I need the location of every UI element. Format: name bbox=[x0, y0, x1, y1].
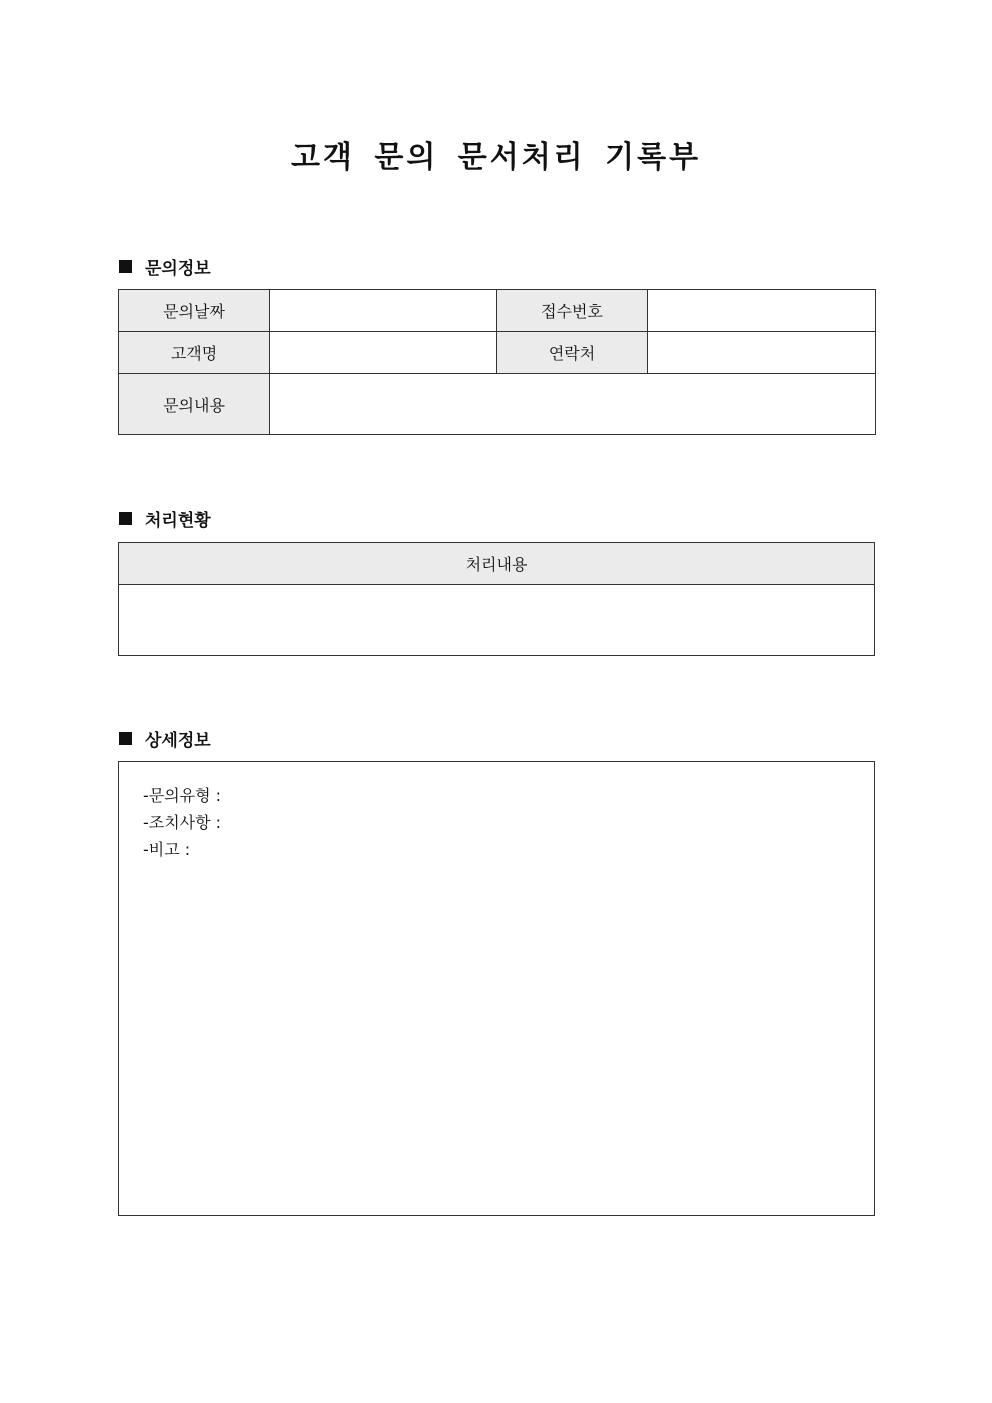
bullet-square-icon bbox=[119, 512, 132, 525]
receipt-number-field[interactable] bbox=[648, 290, 876, 332]
processing-content-header: 처리내용 bbox=[119, 543, 875, 585]
details-box[interactable] bbox=[118, 761, 875, 1216]
section-heading-details bbox=[119, 726, 211, 751]
detail-line-actions: -조치사항 : bbox=[143, 813, 222, 832]
inquiry-date-field[interactable] bbox=[270, 290, 497, 332]
section-heading-inquiry bbox=[119, 254, 211, 279]
inquiry-date-label: 문의날짜 bbox=[119, 290, 270, 332]
bullet-square-icon bbox=[119, 732, 132, 745]
section-heading-inquiry-text: 문의정보 bbox=[145, 259, 211, 279]
bullet-square-icon bbox=[119, 260, 132, 273]
inquiry-info-table bbox=[118, 289, 876, 435]
inquiry-content-label: 문의내용 bbox=[119, 374, 270, 435]
section-heading-processing-text: 처리현황 bbox=[145, 511, 211, 531]
details-lines bbox=[143, 782, 221, 863]
inquiry-content-field[interactable] bbox=[270, 374, 876, 435]
customer-name-label: 고객명 bbox=[119, 332, 270, 374]
receipt-number-label: 접수번호 bbox=[497, 290, 648, 332]
section-heading-processing bbox=[119, 506, 211, 531]
customer-name-field[interactable] bbox=[270, 332, 497, 374]
detail-line-remarks: -비고 : bbox=[143, 840, 191, 859]
processing-content-field[interactable] bbox=[119, 585, 875, 656]
contact-label: 연락처 bbox=[497, 332, 648, 374]
document-title: 고객 문의 문서처리 기록부 bbox=[290, 140, 702, 175]
section-heading-details-text: 상세정보 bbox=[145, 731, 211, 751]
contact-field[interactable] bbox=[648, 332, 876, 374]
detail-line-inquiry-type: -문의유형 : bbox=[143, 786, 222, 805]
processing-table bbox=[118, 542, 875, 656]
